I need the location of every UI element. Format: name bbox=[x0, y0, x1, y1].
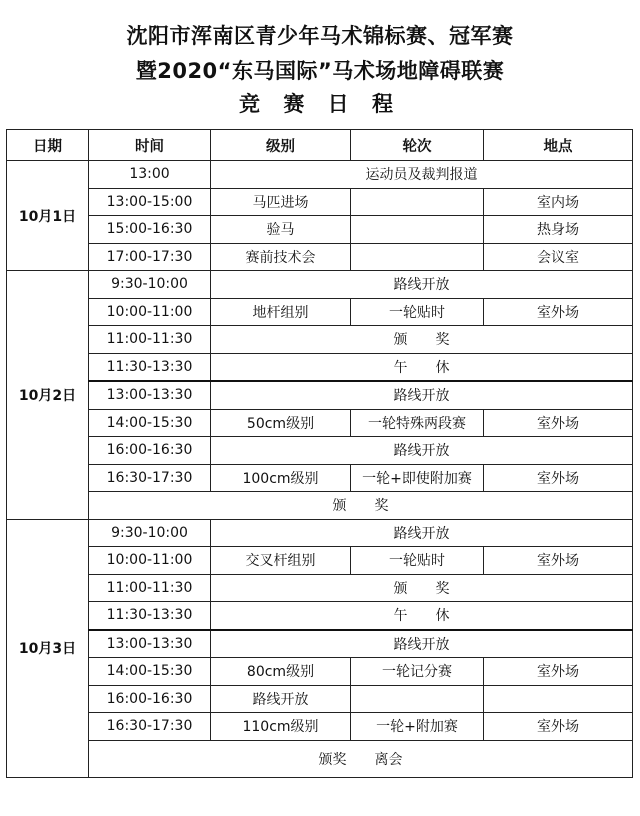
time-cell: 14:00-15:30 bbox=[89, 409, 211, 437]
table-row bbox=[7, 658, 633, 686]
table-row bbox=[7, 437, 633, 465]
schedule-table bbox=[6, 129, 633, 778]
round-cell: 一轮贴时 bbox=[351, 298, 484, 326]
level-cell: 路线开放 bbox=[211, 685, 351, 713]
title-line-2: 暨2020“东马国际”马术场地障碍联赛 bbox=[135, 59, 505, 83]
time-cell: 16:00-16:30 bbox=[89, 437, 211, 465]
time-cell: 11:30-13:30 bbox=[89, 353, 211, 381]
time-cell: 10:00-11:00 bbox=[89, 547, 211, 575]
table-row bbox=[7, 519, 633, 547]
table-row bbox=[7, 298, 633, 326]
table-row bbox=[7, 326, 633, 354]
location-cell: 室外场 bbox=[484, 298, 633, 326]
table-row bbox=[7, 602, 633, 630]
table-row bbox=[7, 492, 633, 520]
table-row bbox=[7, 216, 633, 244]
time-cell: 16:30-17:30 bbox=[89, 713, 211, 741]
header-level: 级别 bbox=[211, 130, 351, 161]
note-cell: 路线开放 bbox=[211, 519, 633, 547]
round-cell bbox=[351, 188, 484, 216]
note-cell: 颁奖 离会 bbox=[89, 740, 633, 777]
note-cell: 颁 奖 bbox=[211, 574, 633, 602]
round-cell bbox=[351, 216, 484, 244]
table-row bbox=[7, 547, 633, 575]
note-cell: 路线开放 bbox=[211, 381, 633, 409]
time-cell: 13:00-15:00 bbox=[89, 188, 211, 216]
date-cell: 10月2日 bbox=[7, 271, 89, 520]
location-cell bbox=[484, 685, 633, 713]
table-row bbox=[7, 464, 633, 492]
table-row bbox=[7, 713, 633, 741]
time-cell: 9:30-10:00 bbox=[89, 519, 211, 547]
note-cell: 颁 奖 bbox=[89, 492, 633, 520]
round-cell: 一轮+附加赛 bbox=[351, 713, 484, 741]
time-cell: 14:00-15:30 bbox=[89, 658, 211, 686]
level-cell: 赛前技术会 bbox=[211, 243, 351, 271]
header-location: 地点 bbox=[484, 130, 633, 161]
level-cell: 80cm级别 bbox=[211, 658, 351, 686]
table-header-row bbox=[7, 130, 633, 161]
level-cell: 100cm级别 bbox=[211, 464, 351, 492]
time-cell: 13:00-13:30 bbox=[89, 630, 211, 658]
table-row bbox=[7, 353, 633, 381]
round-cell: 一轮特殊两段赛 bbox=[351, 409, 484, 437]
time-cell: 11:00-11:30 bbox=[89, 574, 211, 602]
table-row bbox=[7, 161, 633, 189]
round-cell bbox=[351, 685, 484, 713]
level-cell: 马匹进场 bbox=[211, 188, 351, 216]
time-cell: 11:00-11:30 bbox=[89, 326, 211, 354]
table-row bbox=[7, 630, 633, 658]
table-row bbox=[7, 409, 633, 437]
note-cell: 颁 奖 bbox=[211, 326, 633, 354]
level-cell: 地杆组别 bbox=[211, 298, 351, 326]
time-cell: 13:00-13:30 bbox=[89, 381, 211, 409]
note-cell: 午 休 bbox=[211, 602, 633, 630]
location-cell: 室外场 bbox=[484, 409, 633, 437]
date-cell: 10月3日 bbox=[7, 519, 89, 777]
header-date: 日期 bbox=[7, 130, 89, 161]
table-row bbox=[7, 271, 633, 299]
level-cell: 50cm级别 bbox=[211, 409, 351, 437]
location-cell: 室外场 bbox=[484, 713, 633, 741]
time-cell: 11:30-13:30 bbox=[89, 602, 211, 630]
title-line-1: 沈阳市浑南区青少年马术锦标赛、冠军赛 bbox=[126, 24, 514, 48]
time-cell: 9:30-10:00 bbox=[89, 271, 211, 299]
location-cell: 室外场 bbox=[484, 464, 633, 492]
level-cell: 110cm级别 bbox=[211, 713, 351, 741]
note-cell: 路线开放 bbox=[211, 271, 633, 299]
location-cell: 室外场 bbox=[484, 658, 633, 686]
level-cell: 交叉杆组别 bbox=[211, 547, 351, 575]
location-cell: 室内场 bbox=[484, 188, 633, 216]
table-row bbox=[7, 685, 633, 713]
table-row bbox=[7, 243, 633, 271]
location-cell: 会议室 bbox=[484, 243, 633, 271]
header-round: 轮次 bbox=[351, 130, 484, 161]
time-cell: 17:00-17:30 bbox=[89, 243, 211, 271]
note-cell: 路线开放 bbox=[211, 630, 633, 658]
time-cell: 10:00-11:00 bbox=[89, 298, 211, 326]
note-cell: 午 休 bbox=[211, 353, 633, 381]
time-cell: 13:00 bbox=[89, 161, 211, 189]
time-cell: 16:00-16:30 bbox=[89, 685, 211, 713]
table-row bbox=[7, 740, 633, 777]
time-cell: 15:00-16:30 bbox=[89, 216, 211, 244]
round-cell bbox=[351, 243, 484, 271]
note-cell: 路线开放 bbox=[211, 437, 633, 465]
location-cell: 热身场 bbox=[484, 216, 633, 244]
round-cell: 一轮贴时 bbox=[351, 547, 484, 575]
table-row bbox=[7, 188, 633, 216]
title-line-3: 竞 赛 日 程 bbox=[239, 92, 401, 116]
round-cell: 一轮记分赛 bbox=[351, 658, 484, 686]
round-cell: 一轮+即使附加赛 bbox=[351, 464, 484, 492]
date-cell: 10月1日 bbox=[7, 161, 89, 271]
table-row bbox=[7, 574, 633, 602]
level-cell: 验马 bbox=[211, 216, 351, 244]
table-row bbox=[7, 381, 633, 409]
header-time: 时间 bbox=[89, 130, 211, 161]
note-cell: 运动员及裁判报道 bbox=[211, 161, 633, 189]
time-cell: 16:30-17:30 bbox=[89, 464, 211, 492]
location-cell: 室外场 bbox=[484, 547, 633, 575]
